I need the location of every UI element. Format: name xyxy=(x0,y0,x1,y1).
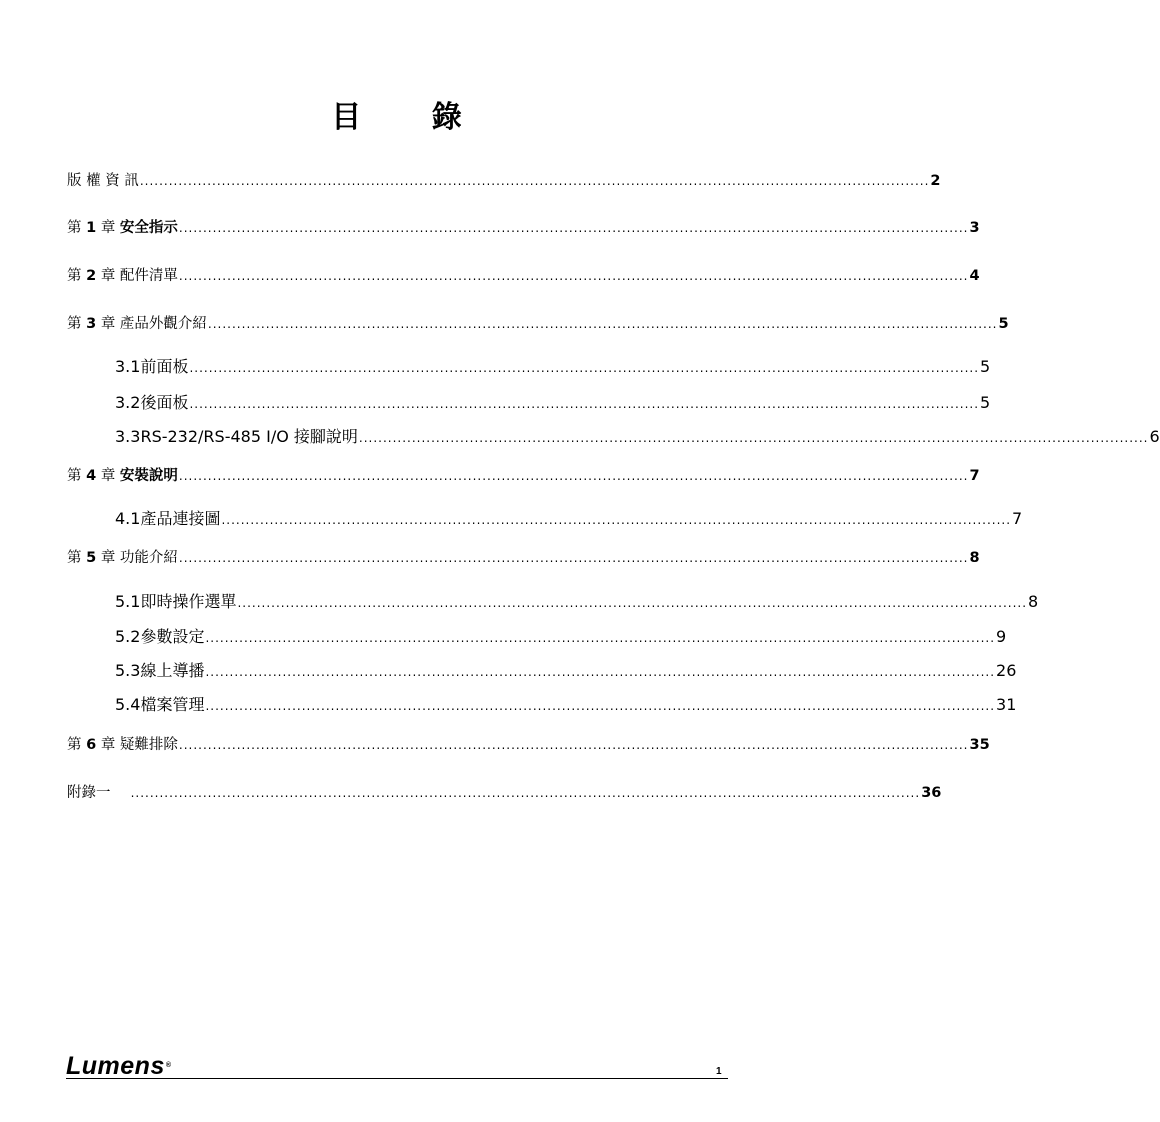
registered-mark: ® xyxy=(165,1062,172,1069)
chapter-suffix: 章 xyxy=(100,550,116,566)
toc-entry-page: 8 xyxy=(1028,592,1039,611)
dot-leader: .................................................................................................................................................................... xyxy=(221,513,1012,527)
chapter-title: 安裝說明 xyxy=(119,468,178,484)
toc-entry-page: 26 xyxy=(996,661,1017,680)
toc-entry-label xyxy=(67,264,178,285)
toc-entry-page: 31 xyxy=(996,695,1017,714)
dot-leader: .................................................................................................................................................................... xyxy=(130,786,921,800)
dot-leader: .................................................................................................................................................................... xyxy=(178,469,969,483)
toc-entry-page: 9 xyxy=(996,627,1007,646)
toc-entry-page: 5 xyxy=(980,357,991,376)
toc-entry-page: 36 xyxy=(921,785,942,801)
toc-entry-page: 4 xyxy=(969,268,980,284)
chapter-number: 5 xyxy=(86,550,97,566)
toc-entry-label: 5.4檔案管理 xyxy=(115,695,205,714)
chapter-title: 配件清單 xyxy=(119,268,178,284)
toc-entry-chapter-6[interactable] xyxy=(67,733,990,755)
chapter-prefix: 第 xyxy=(67,220,82,236)
toc-entry-page: 5 xyxy=(998,316,1009,332)
page-title: 目 錄 xyxy=(331,100,492,135)
dot-leader: .................................................................................................................................................................... xyxy=(178,738,969,752)
chapter-title: 功能介紹 xyxy=(119,550,178,566)
toc-entry-label: 3.2後面板 xyxy=(115,393,189,412)
dot-leader: .................................................................................................................................................................... xyxy=(205,699,996,713)
chapter-prefix: 第 xyxy=(67,550,82,566)
toc-entry-4-1[interactable] xyxy=(115,506,1023,528)
dot-leader: .................................................................................................................................................................... xyxy=(178,221,969,235)
chapter-suffix: 章 xyxy=(100,220,116,236)
chapter-prefix: 第 xyxy=(67,468,82,484)
chapter-suffix: 章 xyxy=(100,737,116,753)
toc-entry-page: 7 xyxy=(969,468,980,484)
dot-leader: .................................................................................................................................................................... xyxy=(189,361,980,375)
chapter-suffix: 章 xyxy=(100,316,116,332)
toc-entry-3-3[interactable] xyxy=(115,424,1160,446)
toc-entry-label: 5.1即時操作選單 xyxy=(115,592,237,611)
toc-entry-label: 5.3線上導播 xyxy=(115,661,205,680)
chapter-title: 產品外觀介紹 xyxy=(119,316,207,332)
chapter-suffix: 章 xyxy=(100,468,116,484)
toc-entry-page: 7 xyxy=(1012,509,1023,528)
chapter-suffix: 章 xyxy=(100,268,116,284)
toc-entry-chapter-3[interactable] xyxy=(67,312,1009,334)
toc-entry-label xyxy=(67,733,178,754)
toc-entry-page: 3 xyxy=(969,220,980,236)
toc-entry-label: 4.1產品連接圖 xyxy=(115,509,221,528)
dot-leader: .................................................................................................................................................................... xyxy=(205,631,996,645)
toc-entry-label xyxy=(67,312,207,333)
toc-entry-chapter-1[interactable] xyxy=(67,216,980,238)
toc-entry-chapter-5[interactable] xyxy=(67,546,980,568)
toc-entry-5-4[interactable] xyxy=(115,692,1017,714)
toc-entry-page: 2 xyxy=(930,173,941,189)
dot-leader: .................................................................................................................................................................... xyxy=(139,174,930,188)
toc-entry-label xyxy=(67,216,178,237)
chapter-prefix: 第 xyxy=(67,737,82,753)
logo-text: Lumens xyxy=(66,1052,165,1080)
toc-entry-label: 3.3RS-232/RS-485 I/O 接腳說明 xyxy=(115,427,358,446)
chapter-number: 1 xyxy=(86,220,97,236)
lumens-logo xyxy=(66,1052,172,1080)
toc-entry-label: 5.2參數設定 xyxy=(115,627,205,646)
chapter-title: 安全指示 xyxy=(119,220,178,236)
dot-leader: .................................................................................................................................................................... xyxy=(207,317,998,331)
page-number: 1 xyxy=(716,1066,722,1077)
dot-leader: .................................................................................................................................................................... xyxy=(237,596,1028,610)
toc-entry-page: 5 xyxy=(980,393,991,412)
toc-entry-label: 3.1前面板 xyxy=(115,357,189,376)
toc-entry-label xyxy=(67,464,178,485)
footer-rule xyxy=(66,1078,728,1079)
chapter-number: 2 xyxy=(86,268,97,284)
dot-leader: .................................................................................................................................................................... xyxy=(178,551,969,565)
chapter-prefix: 第 xyxy=(67,268,82,284)
toc-entry-page: 35 xyxy=(969,737,990,753)
toc-entry-3-1[interactable] xyxy=(115,354,991,376)
chapter-number: 3 xyxy=(86,316,97,332)
dot-leader: .................................................................................................................................................................... xyxy=(205,665,996,679)
dot-leader: .................................................................................................................................................................... xyxy=(189,397,980,411)
toc-entry-copyright[interactable] xyxy=(67,169,941,191)
chapter-number: 6 xyxy=(86,737,97,753)
chapter-number: 4 xyxy=(86,468,97,484)
toc-entry-page: 8 xyxy=(969,550,980,566)
toc-entry-label xyxy=(67,546,178,567)
toc-entry-label: 版 權 資 訊 xyxy=(67,173,139,189)
toc-entry-5-3[interactable] xyxy=(115,658,1017,680)
toc-entry-3-2[interactable] xyxy=(115,390,991,412)
toc-entry-label: 附錄一 xyxy=(67,785,130,801)
toc-entry-page: 6 xyxy=(1149,427,1160,446)
dot-leader: .................................................................................................................................................................... xyxy=(358,431,1149,445)
dot-leader: .................................................................................................................................................................... xyxy=(178,269,969,283)
toc-entry-chapter-2[interactable] xyxy=(67,264,980,286)
toc-entry-appendix-1[interactable] xyxy=(67,781,942,803)
toc-entry-5-1[interactable] xyxy=(115,589,1039,611)
chapter-prefix: 第 xyxy=(67,316,82,332)
chapter-title: 疑難排除 xyxy=(119,737,178,753)
toc-entry-5-2[interactable] xyxy=(115,624,1007,646)
toc-entry-chapter-4[interactable] xyxy=(67,464,980,486)
